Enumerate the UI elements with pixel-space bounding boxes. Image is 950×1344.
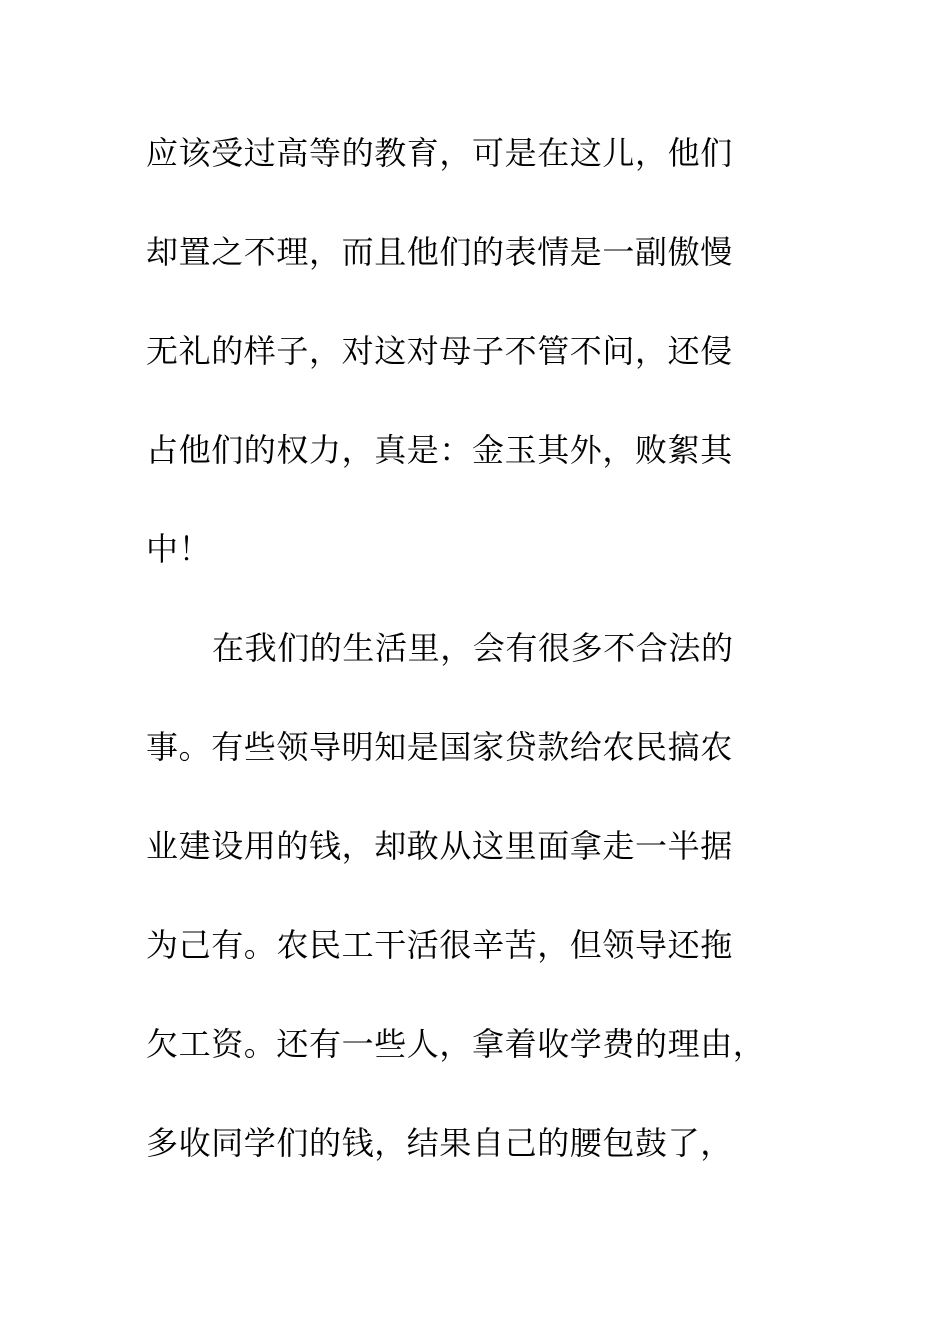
text-line: 占他们的权力，真是：金玉其外，败絮其 (146, 431, 733, 469)
paragraph-start-line: 在我们的生活里，会有很多不合法的 (212, 629, 734, 667)
text-line: 事。有些领导明知是国家贷款给农民搞农 (146, 728, 733, 766)
text-line: 中！ (146, 530, 212, 568)
text-line: 无礼的样子，对这对母子不管不问，还侵 (146, 332, 733, 370)
text-line: 却置之不理，而且他们的表情是一副傲慢 (146, 233, 733, 271)
text-line: 欠工资。还有一些人，拿着收学费的理由， (146, 1025, 766, 1063)
text-line: 业建设用的钱，却敢从这里面拿走一半据 (146, 827, 733, 865)
text-line: 应该受过高等的教育，可是在这儿，他们 (146, 134, 733, 172)
body-text (146, 124, 806, 1213)
text-line: 多收同学们的钱，结果自己的腰包鼓了， (146, 1124, 733, 1162)
text-line: 为己有。农民工干活很辛苦，但领导还拖 (146, 926, 733, 964)
